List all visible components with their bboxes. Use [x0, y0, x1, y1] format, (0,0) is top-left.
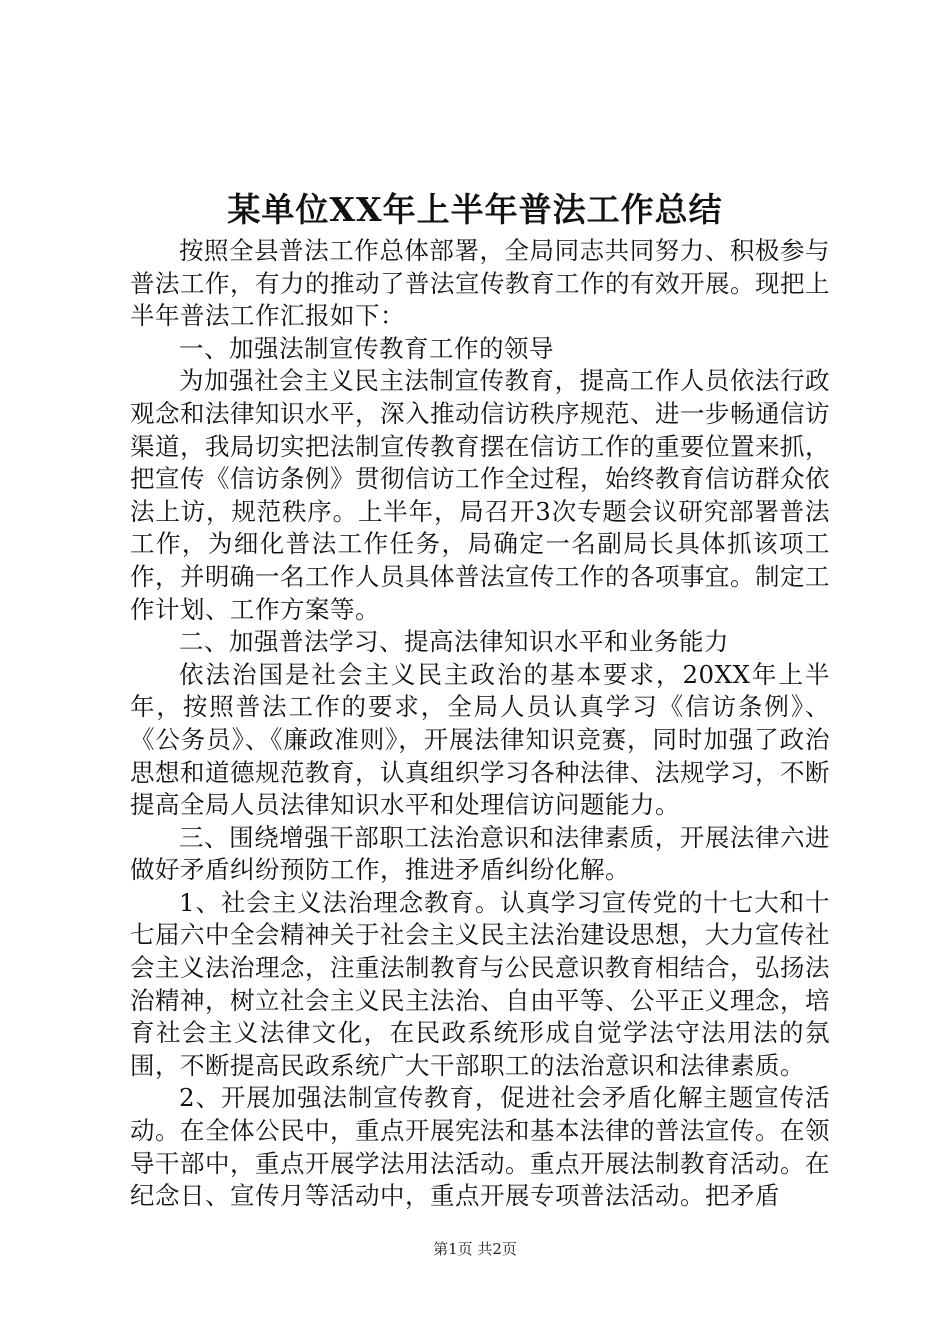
section-heading-1: 一、加强法制宣传教育工作的领导 [179, 333, 554, 363]
section-1-paragraph: 为加强社会主义民主法制宣传教育，提高工作人员依法行政观念和法律知识水平，深入推动信访秩序规范、进一步畅通信访渠道，我局切实把法制宣传教育摆在信访工作的重要位置来抓，把宣传《信访条例》贯彻信访工作全过程，始终教育信访群众依法上访，规范秩序。上半年，局召开3次专题会议研究部署普法工作，为细化普法工作任务，局确定一名副局长具体抓该项工作，并明确一名工作人员具体普法宣传工作的各项事宜。制定工作计划、工作方案等。 [130, 366, 830, 624]
section-heading-2: 二、加强普法学习、提高法律知识水平和业务能力 [179, 627, 729, 657]
page-number-footer: 第1页 共2页 [433, 1240, 517, 1258]
section-2-paragraph: 依法治国是社会主义民主政治的基本要求，20XX年上半年，按照普法工作的要求，全局人员认真学习《信访条例》、《公务员》、《廉政准则》，开展法律知识竞赛，同时加强了政治思想和道德规范教育，认真组织学习各种法律、法规学习，不断提高全局人员法律知识水平和处理信访问题能力。 [130, 659, 830, 820]
intro-paragraph: 按照全县普法工作总体部署，全局同志共同努力、积极参与普法工作，有力的推动了普法宣传教育工作的有效开展。现把上半年普法工作汇报如下： [130, 236, 830, 331]
document-body [130, 235, 830, 1213]
section-3-item-1: 1、社会主义法治理念教育。认真学习宣传党的十七大和十七届六中全会精神关于社会主义民主法治建设思想，大力宣传社会主义法治理念，注重法制教育与公民意识教育相结合，弘扬法治精神，树立社会主义民主法治、自由平等、公平正义理念，培育社会主义法律文化，在民政系统形成自觉学法守法用法的氛围，不断提高民政系统广大干部职工的法治意识和法律素质。 [130, 887, 830, 1080]
section-3-item-2: 2、开展加强法制宣传教育，促进社会矛盾化解主题宣传活动。在全体公民中，重点开展宪法和基本法律的普法宣传。在领导干部中，重点开展学法用法活动。重点开展法制教育活动。在纪念日、宣传月等活动中，重点开展专项普法活动。把矛盾 [130, 1083, 830, 1211]
document-title: 某单位XX年上半年普法工作总结 [227, 190, 723, 229]
section-heading-3: 三、围绕增强干部职工法治意识和法律素质，开展法律六进做好矛盾纠纷预防工作，推进矛盾纠纷化解。 [130, 822, 830, 885]
